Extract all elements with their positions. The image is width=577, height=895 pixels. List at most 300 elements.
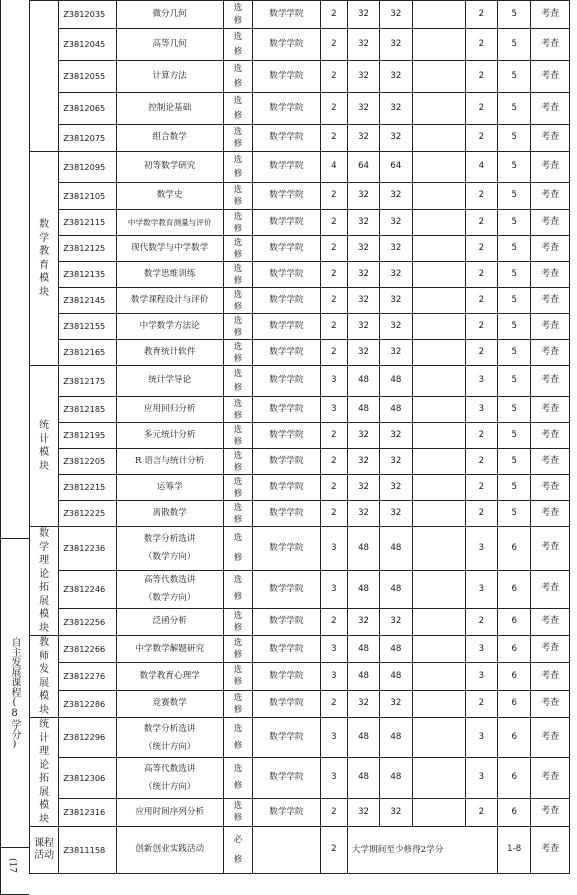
course-code: Z3812306 — [59, 758, 116, 798]
course-credit: 3 — [320, 718, 347, 758]
course-hours: 32 — [347, 340, 379, 366]
course-credit: 2 — [320, 501, 347, 527]
course-name-line2: （统计方向） — [143, 741, 196, 752]
course-dept: 数学学院 — [253, 798, 321, 826]
course-semester: 5 — [498, 183, 531, 210]
course-exam: 考查 — [531, 93, 570, 125]
course-practice-hours — [412, 288, 465, 314]
course-code: Z3812276 — [59, 663, 116, 690]
course-exam: 考查 — [531, 397, 570, 423]
course-name: 离散数学 — [116, 501, 223, 527]
course-code: Z3812135 — [59, 262, 116, 288]
course-type-char: 选 — [233, 263, 243, 274]
course-weekly-hours: 3 — [465, 366, 497, 397]
course-name: 中学数学解题研究 — [116, 636, 223, 663]
course-type-char: 修 — [233, 514, 243, 525]
course-practice-hours — [412, 210, 465, 236]
table-row — [30, 1, 570, 29]
course-code: Z3812205 — [59, 449, 116, 475]
course-exam: 考查 — [531, 288, 570, 314]
course-hours: 32 — [347, 475, 379, 501]
course-credit: 3 — [320, 758, 347, 798]
course-dept: 数学学院 — [253, 690, 321, 717]
course-practice-hours — [412, 663, 465, 690]
course-practice-hours — [412, 1, 465, 29]
course-exam: 考查 — [531, 449, 570, 475]
course-type — [223, 758, 252, 798]
self-development-label: 自主发展课程(8学分) — [9, 636, 20, 750]
module-label: 统计理论拓展模块 — [39, 719, 50, 825]
course-theory-hours: 32 — [380, 340, 412, 366]
course-name: 统计学导论 — [116, 366, 223, 397]
course-dept: 数学学院 — [253, 570, 321, 608]
course-hours: 32 — [347, 798, 379, 826]
course-semester: 5 — [498, 210, 531, 236]
course-theory-hours: 32 — [380, 210, 412, 236]
course-type-char: 选 — [233, 450, 243, 461]
table-row — [30, 570, 570, 608]
table-row — [30, 449, 570, 475]
course-hours: 32 — [347, 288, 379, 314]
course-type-char: 选 — [233, 95, 243, 106]
course-name: 数学史 — [116, 183, 223, 210]
course-weekly-hours: 2 — [465, 183, 497, 210]
course-exam: 考查 — [531, 314, 570, 340]
course-name: 初等数学研究 — [116, 152, 223, 183]
course-name: 计算方法 — [116, 61, 223, 93]
course-semester: 6 — [498, 758, 531, 798]
course-type — [223, 1, 252, 29]
course-code: Z3812155 — [59, 314, 116, 340]
course-dept: 数学学院 — [253, 609, 321, 636]
table-row — [30, 827, 570, 874]
course-practice-hours — [412, 340, 465, 366]
table-row — [30, 366, 570, 397]
module-label-cell — [30, 527, 59, 636]
course-credit: 2 — [320, 827, 347, 874]
course-type — [223, 288, 252, 314]
course-name-line1: 高等代数选讲 — [143, 763, 196, 774]
course-theory-hours: 48 — [380, 527, 412, 571]
course-hours: 64 — [347, 152, 379, 183]
course-semester: 6 — [498, 609, 531, 636]
course-exam: 考查 — [531, 718, 570, 758]
course-weekly-hours: 3 — [465, 397, 497, 423]
course-code: Z3812095 — [59, 152, 116, 183]
course-weekly-hours: 2 — [465, 210, 497, 236]
course-weekly-hours: 2 — [465, 475, 497, 501]
course-name: 泛函分析 — [116, 609, 223, 636]
course-type-char: 选 — [233, 398, 243, 409]
course-dept: 数学学院 — [253, 125, 321, 152]
course-type — [223, 29, 252, 61]
course-credit: 2 — [320, 262, 347, 288]
course-exam: 考查 — [531, 366, 570, 397]
course-type-char: 选 — [233, 237, 243, 248]
course-practice-hours — [412, 125, 465, 152]
course-type — [223, 236, 252, 262]
course-practice-hours — [412, 527, 465, 571]
course-weekly-hours: 2 — [465, 236, 497, 262]
course-dept: 数学学院 — [253, 61, 321, 93]
course-theory-hours: 32 — [380, 125, 412, 152]
table-row — [30, 262, 570, 288]
course-type-char: 修 — [233, 249, 243, 260]
course-semester: 5 — [498, 501, 531, 527]
course-type — [223, 93, 252, 125]
course-exam: 考查 — [531, 798, 570, 826]
course-name: 竞赛数学 — [116, 690, 223, 717]
course-hours: 32 — [347, 29, 379, 61]
course-theory-hours: 32 — [380, 288, 412, 314]
course-type — [223, 475, 252, 501]
course-code: Z3812195 — [59, 423, 116, 449]
course-credit: 2 — [320, 183, 347, 210]
course-hours: 48 — [347, 663, 379, 690]
course-type — [223, 570, 252, 608]
course-name: 中学数学方法论 — [116, 314, 223, 340]
course-code: Z3812125 — [59, 236, 116, 262]
course-practice-hours — [412, 609, 465, 636]
course-weekly-hours: 2 — [465, 690, 497, 717]
course-theory-hours: 32 — [380, 236, 412, 262]
bottom-left-cell — [0, 848, 29, 895]
course-type-char: 修 — [233, 813, 243, 824]
course-type-char: 选 — [233, 368, 243, 379]
course-name: R 语言与统计分析 — [116, 449, 223, 475]
course-type-char: 选 — [233, 801, 243, 812]
course-type — [223, 340, 252, 366]
course-type — [223, 827, 252, 874]
course-credit: 2 — [320, 340, 347, 366]
activity-label-cell — [30, 827, 59, 874]
course-code: Z3812115 — [59, 210, 116, 236]
course-exam: 考查 — [531, 183, 570, 210]
course-credit: 4 — [320, 152, 347, 183]
course-practice-hours — [412, 423, 465, 449]
course-code: Z3812035 — [59, 1, 116, 29]
activity-label: 课程活动 — [34, 838, 55, 861]
course-weekly-hours: 3 — [465, 758, 497, 798]
module-label-cell — [30, 718, 59, 827]
course-exam: 考查 — [531, 758, 570, 798]
course-type-char: 选 — [233, 2, 243, 13]
course-type — [223, 636, 252, 663]
course-theory-hours: 32 — [380, 449, 412, 475]
course-code: Z3812225 — [59, 501, 116, 527]
course-name-line2: （数学方向） — [143, 552, 196, 563]
course-dept: 数学学院 — [253, 1, 321, 29]
course-dept — [253, 827, 321, 874]
course-weekly-hours: 4 — [465, 152, 497, 183]
course-theory-hours: 32 — [380, 262, 412, 288]
course-hours: 32 — [347, 449, 379, 475]
course-exam: 考查 — [531, 423, 570, 449]
table-row — [30, 475, 570, 501]
course-theory-hours: 48 — [380, 663, 412, 690]
course-practice-hours — [412, 636, 465, 663]
course-name: 控制论基础 — [116, 93, 223, 125]
course-practice-hours — [412, 262, 465, 288]
course-type-char: 选 — [233, 424, 243, 435]
course-credit: 3 — [320, 397, 347, 423]
course-semester: 6 — [498, 527, 531, 571]
table-row — [30, 29, 570, 61]
course-weekly-hours: 3 — [465, 663, 497, 690]
table-row — [30, 183, 570, 210]
course-hours: 32 — [347, 210, 379, 236]
course-dept: 数学学院 — [253, 636, 321, 663]
course-code: Z3812105 — [59, 183, 116, 210]
course-name: 数学思维训练 — [116, 262, 223, 288]
module-label-cell — [30, 152, 59, 366]
course-hours: 32 — [347, 690, 379, 717]
course-practice-hours — [412, 183, 465, 210]
table-row — [30, 527, 570, 571]
module-label: 教师发展模块 — [39, 637, 50, 716]
course-type-char: 修 — [233, 623, 243, 633]
course-type-char: 选 — [233, 476, 243, 487]
self-development-label-cell — [0, 538, 29, 848]
course-code: Z3812296 — [59, 718, 116, 758]
course-code: Z3812175 — [59, 366, 116, 397]
course-type — [223, 798, 252, 826]
course-weekly-hours: 3 — [465, 570, 497, 608]
course-type-char: 修 — [233, 740, 243, 751]
course-practice-hours — [412, 449, 465, 475]
course-semester: 6 — [498, 663, 531, 690]
course-code: Z3812256 — [59, 609, 116, 636]
course-practice-hours — [412, 366, 465, 397]
course-hours: 32 — [347, 1, 379, 29]
course-type — [223, 262, 252, 288]
course-practice-hours — [412, 152, 465, 183]
course-theory-hours: 48 — [380, 366, 412, 397]
course-type-char: 修 — [233, 223, 243, 234]
course-exam: 考查 — [531, 663, 570, 690]
course-type — [223, 609, 252, 636]
course-code: Z3812165 — [59, 340, 116, 366]
course-dept: 数学学院 — [253, 288, 321, 314]
course-type-char: 修 — [233, 301, 243, 312]
course-dept: 数学学院 — [253, 423, 321, 449]
course-hours: 32 — [347, 93, 379, 125]
course-name-line1: 高等代数选讲 — [143, 575, 196, 586]
course-type — [223, 690, 252, 717]
table-row — [30, 636, 570, 663]
course-type — [223, 125, 252, 152]
course-type-char: 修 — [233, 78, 243, 89]
course-name: 多元统计分析 — [116, 423, 223, 449]
course-hours: 48 — [347, 527, 379, 571]
course-practice-hours — [412, 93, 465, 125]
course-practice-hours — [412, 758, 465, 798]
course-type — [223, 397, 252, 423]
course-dept: 数学学院 — [253, 183, 321, 210]
course-credit: 2 — [320, 449, 347, 475]
module-label-cell — [30, 366, 59, 527]
table-row — [30, 718, 570, 758]
course-type-char: 选 — [233, 315, 243, 326]
course-semester: 5 — [498, 314, 531, 340]
course-code: Z3812266 — [59, 636, 116, 663]
course-type-char: 选 — [233, 184, 243, 195]
course-theory-hours: 32 — [380, 183, 412, 210]
course-type — [223, 527, 252, 571]
course-name — [116, 527, 223, 571]
course-name — [116, 758, 223, 798]
table-row — [30, 501, 570, 527]
table-row — [30, 93, 570, 125]
course-code: Z3812045 — [59, 29, 116, 61]
course-semester: 6 — [498, 636, 531, 663]
course-semester: 5 — [498, 449, 531, 475]
course-credit: 2 — [320, 423, 347, 449]
course-name: 高等几何 — [116, 29, 223, 61]
course-type-char: 选 — [233, 502, 243, 513]
course-credit: 2 — [320, 798, 347, 826]
table-row — [30, 340, 570, 366]
course-type-char: 选 — [233, 63, 243, 74]
course-type-char: 修 — [233, 327, 243, 338]
course-credit: 2 — [320, 125, 347, 152]
course-weekly-hours: 2 — [465, 93, 497, 125]
course-credit: 2 — [320, 609, 347, 636]
course-exam: 考查 — [531, 1, 570, 29]
course-theory-hours: 32 — [380, 61, 412, 93]
course-theory-hours: 32 — [380, 423, 412, 449]
course-hours: 48 — [347, 718, 379, 758]
course-hours: 32 — [347, 609, 379, 636]
course-type — [223, 449, 252, 475]
table-row — [30, 236, 570, 262]
course-weekly-hours: 2 — [465, 609, 497, 636]
course-type — [223, 663, 252, 690]
course-type-char: 修 — [233, 704, 243, 715]
course-name — [116, 570, 223, 608]
course-type-char: 选 — [233, 638, 243, 649]
course-dept: 数学学院 — [253, 262, 321, 288]
table-row — [30, 609, 570, 636]
course-type-char: 选 — [233, 575, 243, 586]
course-semester: 5 — [498, 1, 531, 29]
course-exam: 考查 — [531, 690, 570, 717]
course-semester: 5 — [498, 61, 531, 93]
course-semester: 6 — [498, 690, 531, 717]
course-exam: 考查 — [531, 527, 570, 571]
course-type-char: 选 — [233, 533, 243, 544]
course-hours: 32 — [347, 501, 379, 527]
course-practice-hours — [412, 475, 465, 501]
course-exam: 考查 — [531, 501, 570, 527]
table-row — [30, 798, 570, 826]
course-exam: 考查 — [531, 61, 570, 93]
course-hours: 32 — [347, 314, 379, 340]
course-dept: 数学学院 — [253, 210, 321, 236]
course-weekly-hours: 3 — [465, 636, 497, 663]
course-weekly-hours: 2 — [465, 340, 497, 366]
table-row — [30, 288, 570, 314]
course-type-char: 修 — [233, 592, 243, 603]
course-type-char: 选 — [233, 665, 243, 676]
course-code: Z3812286 — [59, 690, 116, 717]
course-dept: 数学学院 — [253, 366, 321, 397]
course-name: 现代数学与中学数学 — [116, 236, 223, 262]
table-row — [30, 758, 570, 798]
course-name-line1: 数学分析选讲 — [143, 723, 196, 734]
course-semester: 5 — [498, 397, 531, 423]
course-dept: 数学学院 — [253, 397, 321, 423]
course-name: 运筹学 — [116, 475, 223, 501]
course-weekly-hours: 2 — [465, 29, 497, 61]
course-semester: 5 — [498, 475, 531, 501]
course-type-char: 修 — [233, 650, 243, 661]
course-practice-hours — [412, 798, 465, 826]
course-type-char: 选 — [233, 611, 243, 621]
course-theory-hours: 48 — [380, 718, 412, 758]
course-semester: 5 — [498, 423, 531, 449]
course-code: Z3812236 — [59, 527, 116, 571]
module-label-cell — [30, 636, 59, 718]
course-type — [223, 210, 252, 236]
course-type-char: 修 — [233, 197, 243, 207]
course-exam: 考查 — [531, 152, 570, 183]
course-credit: 2 — [320, 93, 347, 125]
course-semester: 6 — [498, 718, 531, 758]
course-code: Z3812065 — [59, 93, 116, 125]
course-type-char: 修 — [233, 15, 243, 26]
table-row — [30, 210, 570, 236]
course-type — [223, 183, 252, 210]
course-hours: 32 — [347, 236, 379, 262]
course-credit: 3 — [320, 663, 347, 690]
course-hours: 48 — [347, 397, 379, 423]
course-weekly-hours: 2 — [465, 288, 497, 314]
table-row — [30, 423, 570, 449]
course-dept: 数学学院 — [253, 527, 321, 571]
course-semester: 5 — [498, 29, 531, 61]
course-credit: 3 — [320, 636, 347, 663]
course-exam: 考查 — [531, 340, 570, 366]
course-name: 应用时间序列分析 — [116, 798, 223, 826]
course-code: Z3811158 — [59, 827, 116, 874]
course-credit: 2 — [320, 690, 347, 717]
module-label: 统计模块 — [39, 420, 50, 472]
course-theory-hours: 48 — [380, 758, 412, 798]
course-credit: 2 — [320, 236, 347, 262]
module-label-cell — [30, 1, 59, 152]
course-semester: 5 — [498, 340, 531, 366]
course-weekly-hours: 2 — [465, 61, 497, 93]
course-dept: 数学学院 — [253, 663, 321, 690]
course-dept: 数学学院 — [253, 152, 321, 183]
course-name: 中学数学教育测量与评价 — [116, 210, 223, 236]
course-hours: 32 — [347, 61, 379, 93]
course-exam: 考查 — [531, 475, 570, 501]
course-type-char: 选 — [233, 341, 243, 352]
course-practice-hours — [412, 718, 465, 758]
table-row — [30, 152, 570, 183]
course-exam: 考查 — [531, 236, 570, 262]
course-name: 教育统计软件 — [116, 340, 223, 366]
course-code: Z3812316 — [59, 798, 116, 826]
course-exam: 考查 — [531, 636, 570, 663]
course-weekly-hours: 2 — [465, 262, 497, 288]
course-name: 组合数学 — [116, 125, 223, 152]
course-weekly-hours: 2 — [465, 314, 497, 340]
course-theory-hours: 48 — [380, 570, 412, 608]
course-code: Z3812246 — [59, 570, 116, 608]
